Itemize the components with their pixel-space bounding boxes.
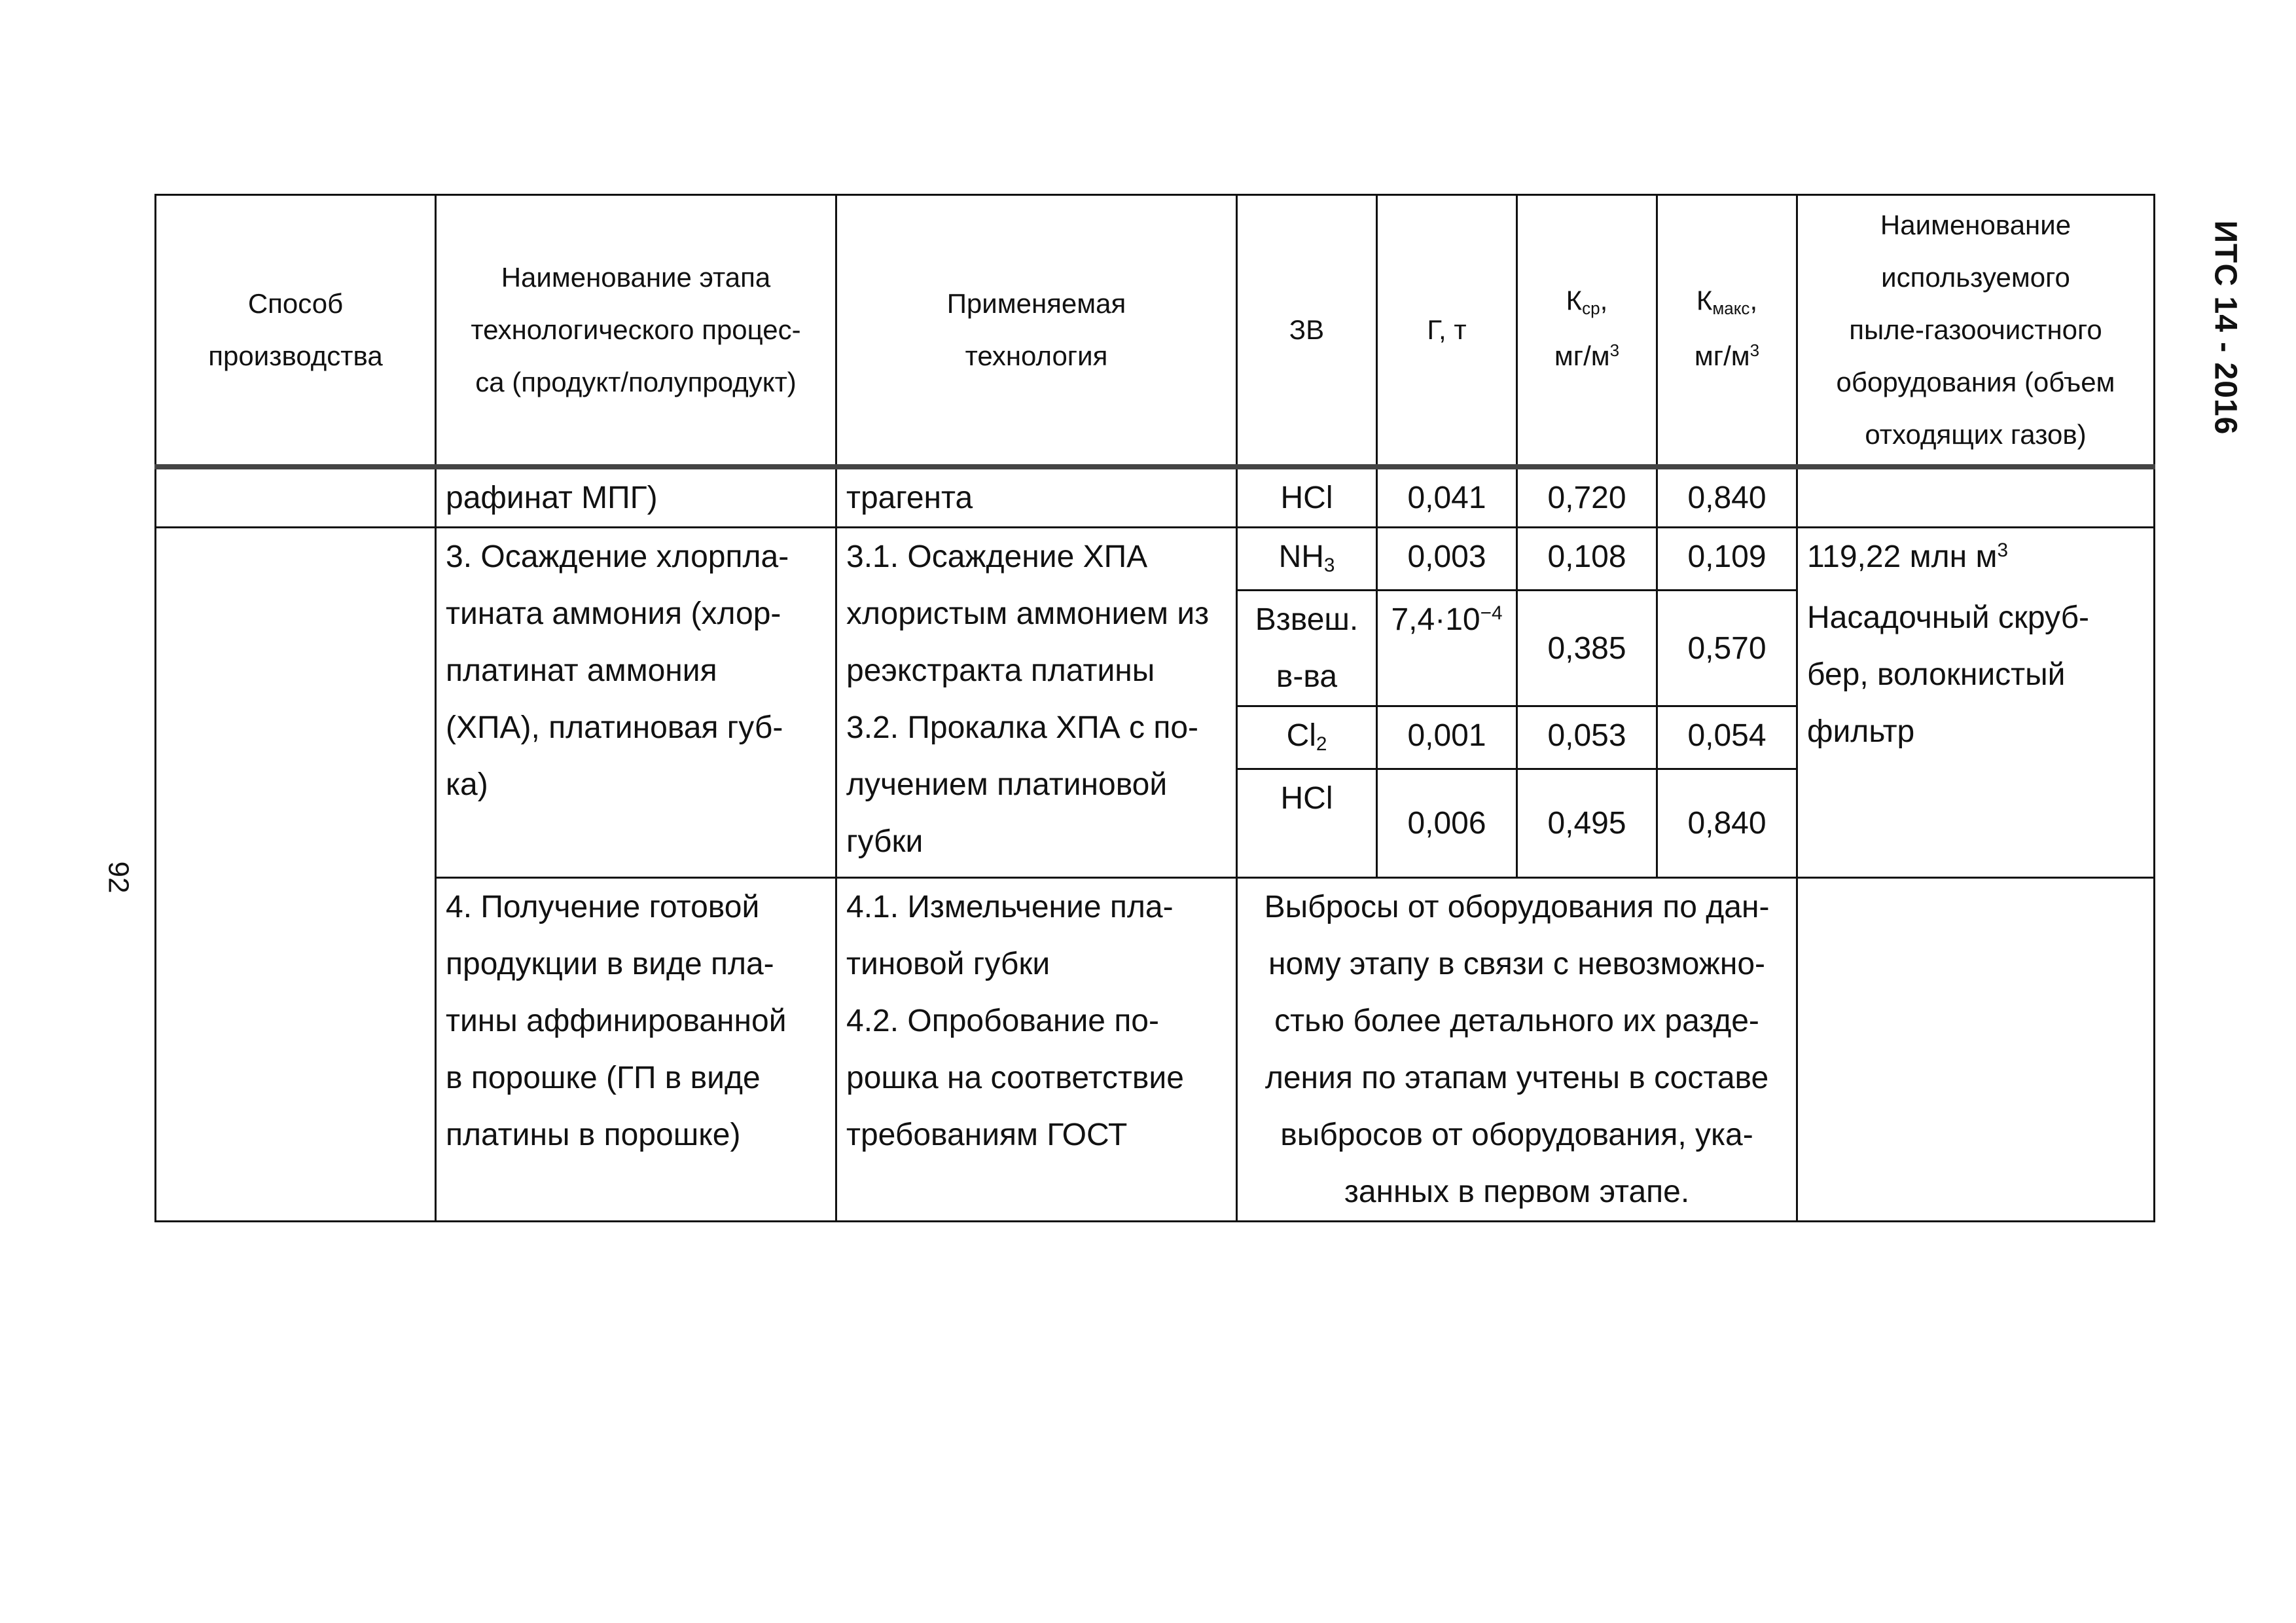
page-number bbox=[92, 851, 144, 903]
table-row-stage3-nh3 bbox=[156, 528, 2155, 591]
cell-pollutant: HCl bbox=[1237, 769, 1377, 878]
cell-mass: 0,001 bbox=[1377, 706, 1517, 769]
cell-equipment3: 119,22 млн $м^3$ Насадочный скруб- бер, волокнистый фильтр bbox=[1797, 528, 2155, 878]
cell-k-max: 0,840 bbox=[1657, 467, 1797, 528]
cell-mass: 0,003 bbox=[1377, 528, 1517, 591]
table-row-continuation bbox=[156, 467, 2155, 528]
header-mass: Г, т bbox=[1377, 195, 1517, 467]
cell-note4: Выбросы от оборудования по дан- ному этапу в связи с невозможно- стью более детального их разде- ления по этапам учтены в составе выбросов от оборудования, ука- занных в первом этапе. bbox=[1237, 878, 1797, 1222]
document-code-text: ИТС 14 - 2016 bbox=[2208, 220, 2243, 435]
header-technology: Применяемая технология bbox=[836, 195, 1237, 467]
header-k-avg: Кср, $мг/м^3$ bbox=[1517, 195, 1657, 467]
header-pollutant: ЗВ bbox=[1237, 195, 1377, 467]
table-header-row bbox=[156, 195, 2155, 467]
cell-equipment-empty bbox=[1797, 878, 2155, 1222]
cell-mass: $7,4\cdot 10^{-4}$ bbox=[1377, 591, 1517, 706]
cell-mass: 0,006 bbox=[1377, 769, 1517, 878]
cell-pollutant: Взвеш. в-ва bbox=[1237, 591, 1377, 706]
header-k-max: Кмакс, $мг/м^3$ bbox=[1657, 195, 1797, 467]
cell-k-max: 0,840 bbox=[1657, 769, 1797, 878]
cell-technology4: 4.1. Измельчение пла- тиновой губки 4.2. Опробование по- рошка на соответствие требованиям ГОСТ bbox=[836, 878, 1237, 1222]
emissions-table bbox=[154, 194, 2155, 1222]
cell-pollutant: Cl2 bbox=[1237, 706, 1377, 769]
cell-k-avg: 0,720 bbox=[1517, 467, 1657, 528]
cell-k-avg: 0,108 bbox=[1517, 528, 1657, 591]
cell-k-avg: 0,495 bbox=[1517, 769, 1657, 878]
cell-k-avg: 0,385 bbox=[1517, 591, 1657, 706]
cell-k-max: 0,570 bbox=[1657, 591, 1797, 706]
page-number-text: 92 bbox=[101, 861, 134, 894]
table-row-stage4 bbox=[156, 878, 2155, 1222]
cell-technology3: 3.1. Осаждение ХПА хлористым аммонием из реэкстракта платины 3.2. Прокалка ХПА с по- лучением платиновой губки bbox=[836, 528, 1237, 878]
cell-stage: рафинат МПГ) bbox=[436, 467, 836, 528]
cell-mass: 0,041 bbox=[1377, 467, 1517, 528]
cell-method-empty bbox=[156, 467, 436, 528]
cell-pollutant: HCl bbox=[1237, 467, 1377, 528]
cell-k-max: 0,054 bbox=[1657, 706, 1797, 769]
document-code bbox=[2173, 196, 2278, 458]
cell-technology: трагента bbox=[836, 467, 1237, 528]
cell-stage3: 3. Осаждение хлорпла- тината аммония (хлор- платинат аммония (ХПА), платиновая губ- ка) bbox=[436, 528, 836, 878]
header-stage: Наименование этапа технологического процес- са (продукт/полупродукт) bbox=[436, 195, 836, 467]
header-method: Способ производства bbox=[156, 195, 436, 467]
header-equipment: Наименование используемого пыле-газоочистного оборудования (объем отходящих газов) bbox=[1797, 195, 2155, 467]
cell-method-empty bbox=[156, 528, 436, 1222]
cell-k-max: 0,109 bbox=[1657, 528, 1797, 591]
cell-equipment-empty bbox=[1797, 467, 2155, 528]
cell-pollutant: NH3 bbox=[1237, 528, 1377, 591]
cell-stage4: 4. Получение готовой продукции в виде пла- тины аффинированной в порошке (ГП в виде платины в порошке) bbox=[436, 878, 836, 1222]
cell-k-avg: 0,053 bbox=[1517, 706, 1657, 769]
